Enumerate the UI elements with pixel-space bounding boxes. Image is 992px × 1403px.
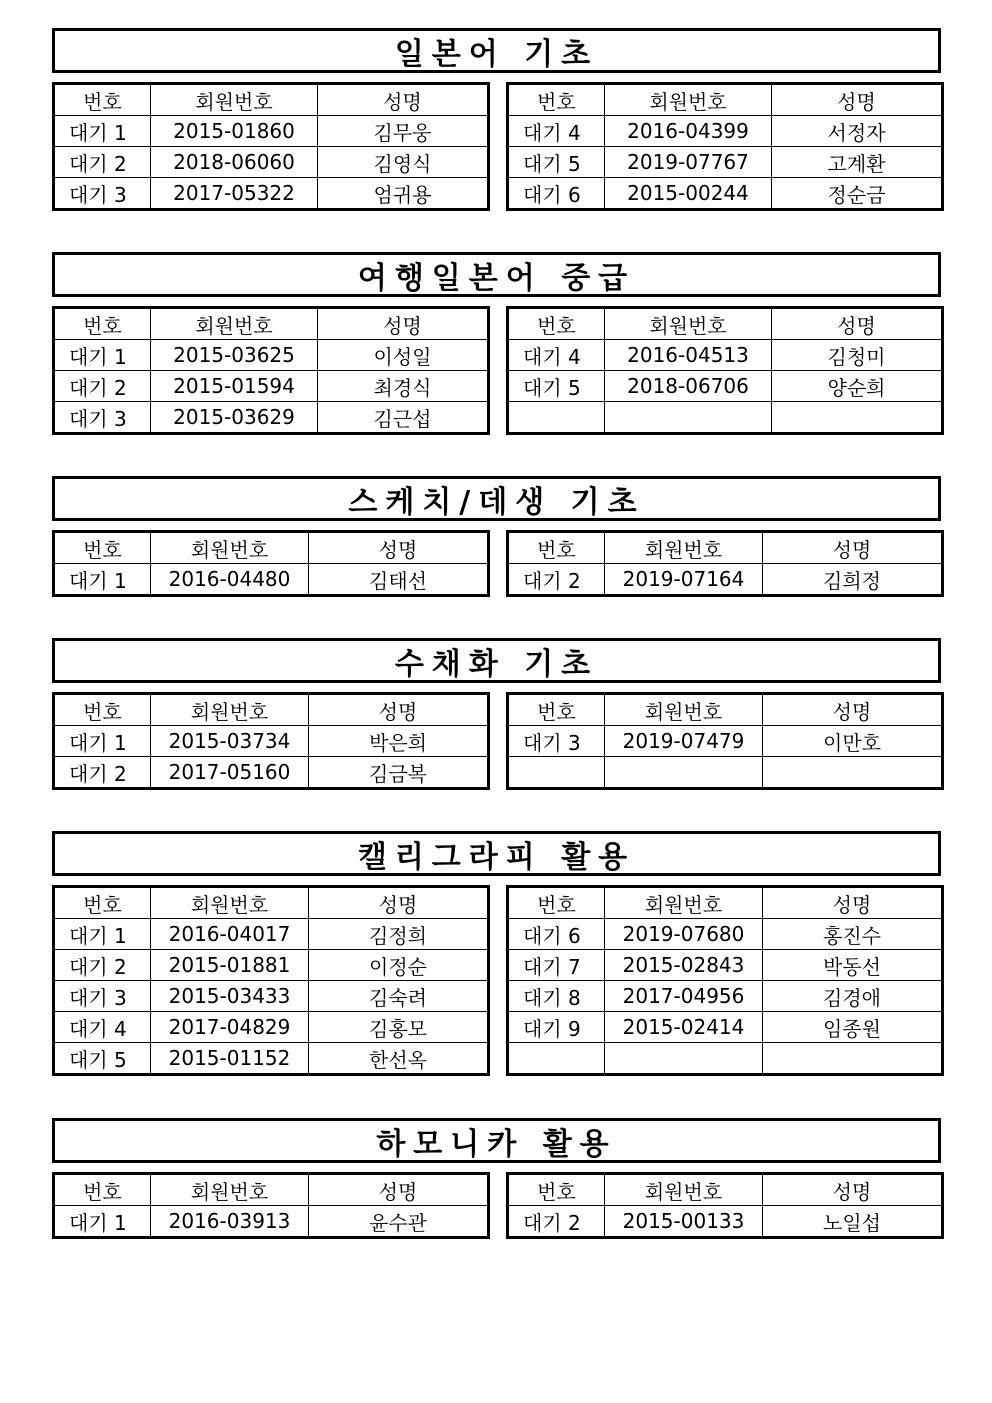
header-num: 번호 [54,308,151,340]
member-id: 2015-03433 [151,981,309,1012]
waitlist-number: 대기 1 [54,340,151,371]
waitlist-number: 대기 2 [54,950,151,981]
member-id: 2016-04480 [151,564,309,596]
header-name: 성명 [309,694,489,726]
course-title [52,638,941,683]
header-name: 성명 [309,1174,489,1206]
member-name: 엄귀용 [318,178,489,210]
course-title-text: 여행일본어 중급 [357,260,636,296]
header-name: 성명 [318,308,489,340]
header-num: 번호 [508,1174,605,1206]
table-row [508,981,943,1012]
member-id: 2019-07680 [605,919,763,950]
header-row [508,694,943,726]
member-id: 2018-06706 [605,371,772,402]
member-name: 고계환 [772,147,943,178]
member-id: 2017-04956 [605,981,763,1012]
table-row [508,1043,943,1075]
tables-wrap [52,306,941,431]
member-name: 노일섭 [763,1206,943,1238]
waitlist-table-right [506,1172,944,1239]
member-name: 최경식 [318,371,489,402]
waitlist-number: 대기 4 [508,116,605,147]
waitlist-number [508,402,605,434]
member-id: 2019-07479 [605,726,763,757]
header-member-id: 회원번호 [605,694,763,726]
header-member-id: 회원번호 [605,1174,763,1206]
member-name: 김홍모 [309,1012,489,1043]
waitlist-number: 대기 2 [54,371,151,402]
waitlist-table-right [506,530,944,597]
header-num: 번호 [54,694,151,726]
member-id: 2015-03629 [151,402,318,434]
course-title [52,1118,941,1163]
course-title [52,252,941,297]
header-num: 번호 [54,84,151,116]
member-name: 정순금 [772,178,943,210]
table-row [508,147,943,178]
header-name: 성명 [772,84,943,116]
member-id: 2016-04513 [605,340,772,371]
member-name: 김금복 [309,757,489,789]
member-name: 홍진수 [763,919,943,950]
tables-wrap [52,692,941,786]
table-row [508,178,943,210]
waitlist-number: 대기 4 [54,1012,151,1043]
member-name: 임종원 [763,1012,943,1043]
header-name: 성명 [318,84,489,116]
header-member-id: 회원번호 [605,84,772,116]
member-name: 박동선 [763,950,943,981]
table-row [508,1012,943,1043]
table-row [54,564,489,596]
member-id: 2015-01881 [151,950,309,981]
waitlist-number: 대기 2 [508,1206,605,1238]
header-name: 성명 [772,308,943,340]
course-title-text: 스케치/데생 기초 [348,484,645,520]
header-name: 성명 [763,887,943,919]
waitlist-number: 대기 3 [54,981,151,1012]
member-name: 한선옥 [309,1043,489,1075]
waitlist-table-left [52,1172,490,1239]
table-row [54,981,489,1012]
waitlist-number: 대기 5 [508,147,605,178]
header-num: 번호 [508,887,605,919]
header-member-id: 회원번호 [605,308,772,340]
course-title-text: 캘리그라피 활용 [357,839,636,875]
member-id: 2017-04829 [151,1012,309,1043]
member-id: 2016-04017 [151,919,309,950]
member-id: 2015-02843 [605,950,763,981]
waitlist-table-right [506,692,944,790]
header-num: 번호 [508,532,605,564]
waitlist-table-left [52,306,490,435]
member-id: 2015-03734 [151,726,309,757]
waitlist-number: 대기 7 [508,950,605,981]
header-row [508,308,943,340]
header-name: 성명 [309,532,489,564]
member-name [763,1043,943,1075]
table-row [508,757,943,789]
member-id: 2015-01860 [151,116,318,147]
waitlist-number: 대기 2 [54,147,151,178]
member-name: 김숙려 [309,981,489,1012]
member-name [763,757,943,789]
member-id: 2017-05322 [151,178,318,210]
table-row [54,147,489,178]
member-name: 김경애 [763,981,943,1012]
table-row [54,950,489,981]
table-row [508,371,943,402]
member-id: 2015-00133 [605,1206,763,1238]
table-row [508,116,943,147]
member-name: 김청미 [772,340,943,371]
member-id [605,757,763,789]
table-row [54,726,489,757]
header-member-id: 회원번호 [151,887,309,919]
header-name: 성명 [309,887,489,919]
member-name: 박은희 [309,726,489,757]
course-title-text: 일본어 기초 [394,36,599,72]
member-id: 2019-07164 [605,564,763,596]
member-id: 2018-06060 [151,147,318,178]
member-name: 김영식 [318,147,489,178]
table-row [54,371,489,402]
member-id: 2016-04399 [605,116,772,147]
member-name: 서정자 [772,116,943,147]
waitlist-number: 대기 5 [508,371,605,402]
waitlist-number: 대기 1 [54,564,151,596]
course-section [52,831,941,1072]
member-name: 이성일 [318,340,489,371]
waitlist-number: 대기 4 [508,340,605,371]
course-section [52,638,941,786]
waitlist-number: 대기 8 [508,981,605,1012]
member-id: 2019-07767 [605,147,772,178]
table-row [54,1012,489,1043]
table-row [54,757,489,789]
waitlist-number: 대기 1 [54,919,151,950]
course-section [52,28,941,207]
table-row [54,1206,489,1238]
waitlist-number [508,757,605,789]
waitlist-number: 대기 6 [508,919,605,950]
header-member-id: 회원번호 [151,532,309,564]
tables-wrap [52,530,941,593]
course-section [52,1118,941,1235]
header-row [54,694,489,726]
header-member-id: 회원번호 [151,308,318,340]
header-num: 번호 [508,694,605,726]
waitlist-number: 대기 6 [508,178,605,210]
header-row [508,532,943,564]
member-name: 김무웅 [318,116,489,147]
member-id: 2015-03625 [151,340,318,371]
member-name: 김태선 [309,564,489,596]
member-name: 이만호 [763,726,943,757]
waitlist-number: 대기 2 [508,564,605,596]
header-num: 번호 [508,84,605,116]
waitlist-table-left [52,692,490,790]
table-row [54,116,489,147]
table-row [508,726,943,757]
waitlist-table-right [506,885,944,1076]
waitlist-number: 대기 3 [54,178,151,210]
table-row [508,1206,943,1238]
member-id [605,402,772,434]
tables-wrap [52,885,941,1072]
waitlist-table-right [506,82,944,211]
table-row [54,178,489,210]
member-name: 이정순 [309,950,489,981]
member-id: 2015-01594 [151,371,318,402]
waitlist-number: 대기 1 [54,1206,151,1238]
waitlist-number: 대기 3 [54,402,151,434]
header-member-id: 회원번호 [605,532,763,564]
header-row [54,308,489,340]
waitlist-table-left [52,530,490,597]
member-id: 2015-01152 [151,1043,309,1075]
member-name [772,402,943,434]
waitlist-number [508,1043,605,1075]
table-row [508,340,943,371]
header-member-id: 회원번호 [605,887,763,919]
header-row [54,887,489,919]
header-num: 번호 [54,532,151,564]
table-row [54,1043,489,1075]
course-section [52,476,941,593]
member-name: 양순희 [772,371,943,402]
header-name: 성명 [763,1174,943,1206]
waitlist-table-left [52,82,490,211]
waitlist-number: 대기 3 [508,726,605,757]
header-num: 번호 [54,887,151,919]
header-row [54,532,489,564]
course-title-text: 수채화 기초 [394,646,599,682]
table-row [54,340,489,371]
header-member-id: 회원번호 [151,1174,309,1206]
table-row [54,919,489,950]
header-row [54,1174,489,1206]
tables-wrap [52,1172,941,1235]
course-title [52,831,941,876]
table-row [508,402,943,434]
member-name: 김희정 [763,564,943,596]
course-title-text: 하모니카 활용 [376,1126,617,1162]
header-name: 성명 [763,694,943,726]
member-name: 윤수관 [309,1206,489,1238]
member-id: 2016-03913 [151,1206,309,1238]
waitlist-table-right [506,306,944,435]
member-id: 2015-00244 [605,178,772,210]
table-row [508,950,943,981]
member-id: 2015-02414 [605,1012,763,1043]
course-section [52,252,941,431]
header-row [508,84,943,116]
member-name: 김정희 [309,919,489,950]
header-row [508,1174,943,1206]
header-num: 번호 [508,308,605,340]
waitlist-number: 대기 1 [54,726,151,757]
table-row [508,919,943,950]
waitlist-number: 대기 2 [54,757,151,789]
waitlist-number: 대기 5 [54,1043,151,1075]
waitlist-number: 대기 9 [508,1012,605,1043]
member-name: 김근섭 [318,402,489,434]
member-id [605,1043,763,1075]
waitlist-table-left [52,885,490,1076]
waitlist-number: 대기 1 [54,116,151,147]
header-row [54,84,489,116]
header-member-id: 회원번호 [151,84,318,116]
header-member-id: 회원번호 [151,694,309,726]
header-name: 성명 [763,532,943,564]
table-row [508,564,943,596]
course-title [52,476,941,521]
course-title [52,28,941,73]
header-num: 번호 [54,1174,151,1206]
header-row [508,887,943,919]
member-id: 2017-05160 [151,757,309,789]
tables-wrap [52,82,941,207]
table-row [54,402,489,434]
